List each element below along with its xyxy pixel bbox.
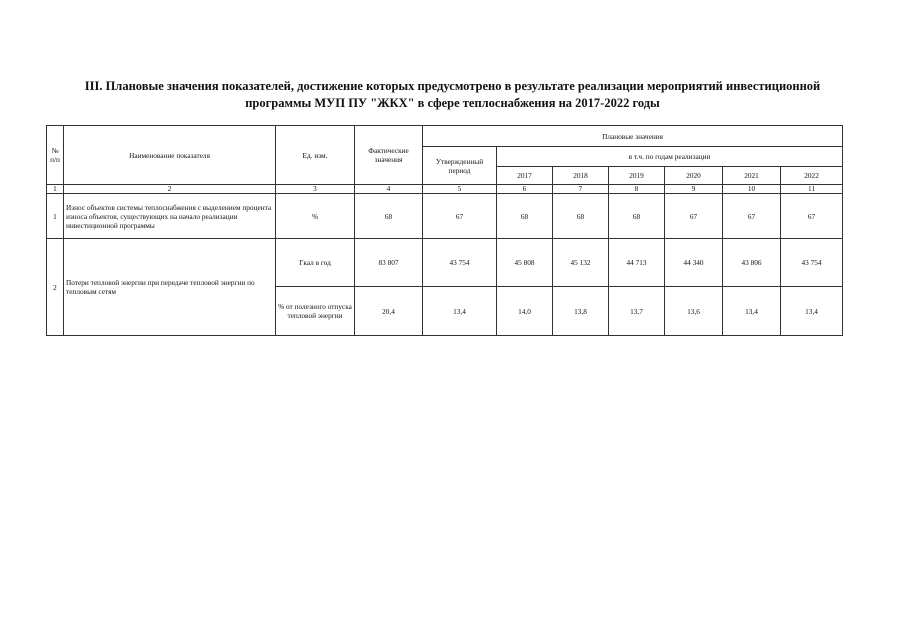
column-number: 2 <box>64 185 276 194</box>
row-value: 13,4 <box>781 287 843 336</box>
row-num: 2 <box>47 239 64 336</box>
row-value: 67 <box>423 194 497 239</box>
column-number: 7 <box>553 185 609 194</box>
header-unit: Ед. изм. <box>276 126 355 185</box>
title-line-1: III. Плановые значения показателей, достижение которых предусмотрено в результате реализации мероприятий инвестиционной <box>84 79 821 93</box>
column-numbers-row <box>47 185 843 194</box>
row-num: 1 <box>47 194 64 239</box>
column-number: 4 <box>355 185 423 194</box>
header-year: 2019 <box>609 167 665 185</box>
table-row <box>47 239 843 287</box>
column-number: 8 <box>609 185 665 194</box>
column-number: 10 <box>723 185 781 194</box>
document-title <box>40 78 865 112</box>
row-value: 67 <box>723 194 781 239</box>
header-year: 2018 <box>553 167 609 185</box>
row-value: 43 806 <box>723 239 781 287</box>
header-approved-period: Утвержденный период <box>423 147 497 185</box>
row-value: 13,4 <box>423 287 497 336</box>
row-value: 68 <box>553 194 609 239</box>
row-name: Потери тепловой энергии при передаче тепловой энергии по тепловым сетям <box>64 239 276 336</box>
column-number: 6 <box>497 185 553 194</box>
row-value: 13,7 <box>609 287 665 336</box>
row-value: 13,6 <box>665 287 723 336</box>
header-actual: Фактические значения <box>355 126 423 185</box>
row-value: 45 808 <box>497 239 553 287</box>
row-value: 14,0 <box>497 287 553 336</box>
row-value: 13,8 <box>553 287 609 336</box>
header-planned: Плановые значения <box>423 126 843 147</box>
row-value: 44 340 <box>665 239 723 287</box>
row-value: 67 <box>665 194 723 239</box>
column-number: 3 <box>276 185 355 194</box>
header-year: 2020 <box>665 167 723 185</box>
header-year: 2022 <box>781 167 843 185</box>
row-unit: Гкал в год <box>276 239 355 287</box>
header-year: 2021 <box>723 167 781 185</box>
indicators-table <box>46 125 843 336</box>
row-value: 43 754 <box>423 239 497 287</box>
row-value: 68 <box>355 194 423 239</box>
header-row-1 <box>47 126 843 147</box>
row-value: 67 <box>781 194 843 239</box>
row-value: 44 713 <box>609 239 665 287</box>
title-line-2: программы МУП ПУ "ЖКХ" в сфере теплоснабжения на 2017-2022 годы <box>245 96 660 110</box>
column-number: 5 <box>423 185 497 194</box>
header-num: № п/п <box>47 126 64 185</box>
row-value: 20,4 <box>355 287 423 336</box>
header-by-years: в т.ч. по годам реализации <box>497 147 843 167</box>
column-number: 1 <box>47 185 64 194</box>
row-value: 83 807 <box>355 239 423 287</box>
column-number: 11 <box>781 185 843 194</box>
row-value: 68 <box>497 194 553 239</box>
row-value: 45 132 <box>553 239 609 287</box>
header-year: 2017 <box>497 167 553 185</box>
table-row <box>47 194 843 239</box>
header-name: Наименование показателя <box>64 126 276 185</box>
row-name: Износ объектов системы теплоснабжения с выделением процента износа объектов, существующих на начало реализации инвестиционной программы <box>64 194 276 239</box>
column-number: 9 <box>665 185 723 194</box>
row-unit: % от полезного отпуска тепловой энергии <box>276 287 355 336</box>
row-value: 43 754 <box>781 239 843 287</box>
row-unit: % <box>276 194 355 239</box>
row-value: 68 <box>609 194 665 239</box>
row-value: 13,4 <box>723 287 781 336</box>
